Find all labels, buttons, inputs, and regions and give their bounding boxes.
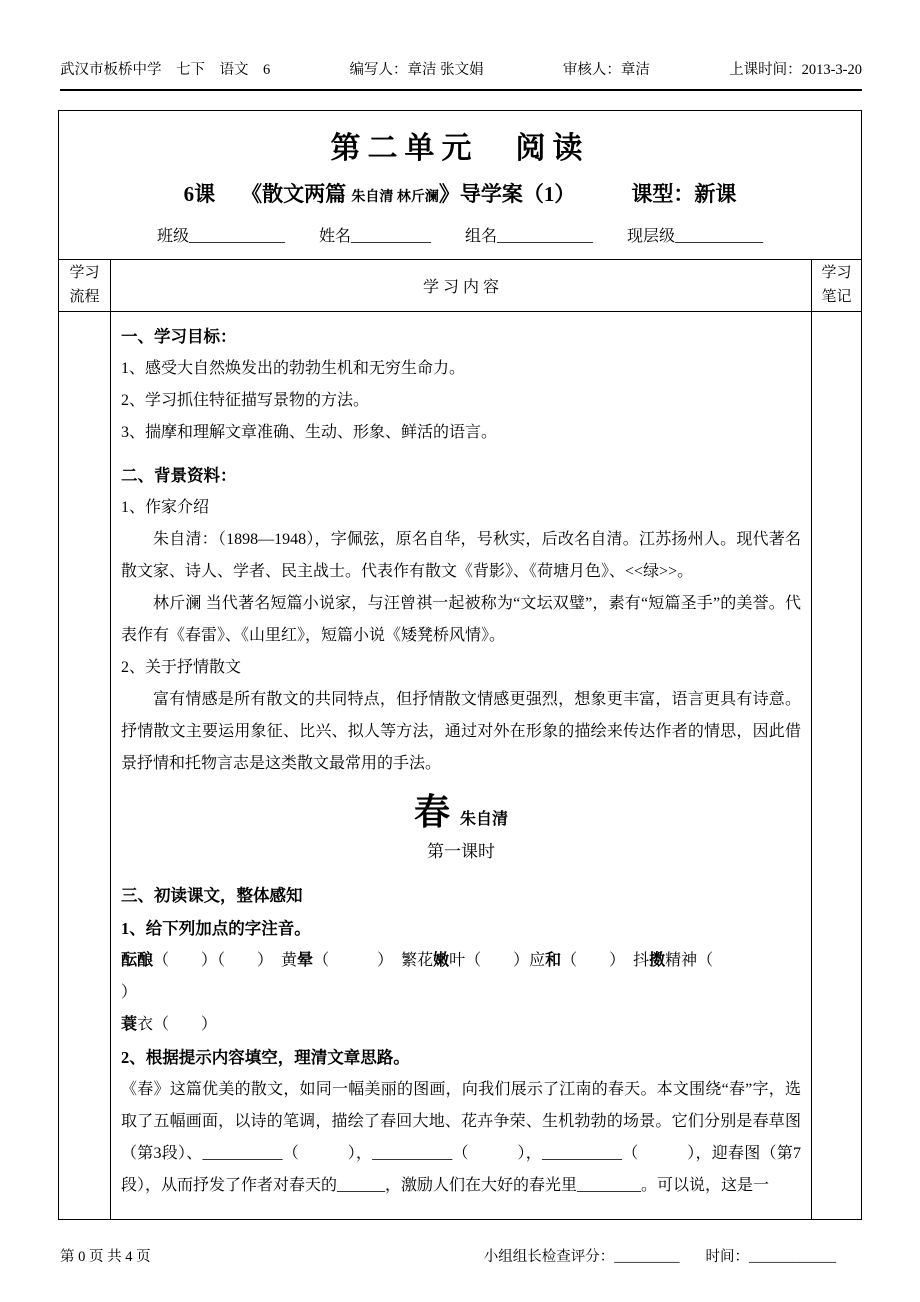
unit-title: 第二单元 阅读 <box>330 132 590 165</box>
phonetic-text: （ ） <box>313 952 402 969</box>
phonetic-exercise-line <box>121 945 801 1009</box>
notes-header-line1: 学习 <box>821 265 852 282</box>
name-field: 姓名__________ <box>318 228 431 245</box>
poem-title: 春 <box>413 792 450 832</box>
poem-author: 朱自清 <box>460 811 509 828</box>
learning-content-cell <box>111 311 811 1219</box>
notes-column-header <box>811 259 861 311</box>
phonetic-text: （ ）（ ） <box>153 952 282 969</box>
lesson-title-open: 《散文两篇 <box>241 182 347 206</box>
section2-heading: 二、背景资料： <box>121 466 237 485</box>
page-number: 第 0 页 共 4 页 <box>60 1249 151 1265</box>
lyric-prose-subheading: 2、关于抒情散文 <box>121 659 242 676</box>
class-field: 班级____________ <box>156 228 285 245</box>
student-info-line <box>59 223 861 246</box>
dotted-char: 擞 <box>649 952 666 969</box>
question2-heading: 2、根据提示内容填空，理清文章思路。 <box>121 1048 410 1067</box>
lesson-title-close: 》导学案（1） <box>438 182 576 206</box>
phonetic-text: ） <box>121 984 138 1001</box>
header-class-time: 上课时间：2013-3-20 <box>729 62 862 78</box>
phonetic-text: 黄 <box>281 952 298 969</box>
phonetic-text: 叶（ ）应 <box>449 952 546 969</box>
notes-cell <box>811 311 861 1219</box>
group-field: 组名____________ <box>465 228 594 245</box>
question1-heading: 1、给下列加点的字注音。 <box>121 919 311 938</box>
lyric-prose-paragraph: 富有情感是所有散文的共同特点，但抒情散文情感更强烈，想象更丰富，语言更具有诗意。抒情散文主要运用象征、比兴、拟人等方法，通过对外在形象的描绘来传达作者的情思，因此借景抒情和托物言志是这类散文最常用的手法。 <box>121 691 801 772</box>
content-grid <box>59 259 861 1219</box>
section3-heading: 三、初读课文，整体感知 <box>121 886 303 905</box>
phonetic-text: 精神（ <box>665 952 714 969</box>
objective-3: 3、揣摩和理解文章准确、生动、形象、鲜活的语言。 <box>121 424 498 441</box>
fill-in-paragraph: 《春》这篇优美的散文，如同一幅美丽的图画，向我们展示了江南的春天。本文围绕“春”字，选取了五幅画面，以诗的笔调，描绘了春回大地、花卉争荣、生机勃勃的场景。它们分别是春草图（第3段）、__________（ ），__________（ ），__________（ ），迎春图（第7段），从而抒发了作者对春天的______，激励人们在大好的春光里________。可以说，这是一 <box>121 1081 801 1194</box>
phonetic-text: 衣（ ） <box>137 1016 218 1033</box>
phonetic-exercise-line2 <box>121 1009 801 1041</box>
title-block <box>59 111 861 259</box>
author-intro-subheading: 1、作家介绍 <box>121 499 210 516</box>
course-type: 课型：新课 <box>631 182 737 206</box>
flow-cell <box>59 311 111 1219</box>
phonetic-text: （ ） 抖 <box>561 952 650 969</box>
header-writer: 编写人：章洁 张文娟 <box>349 62 484 78</box>
dotted-char: 酝酿 <box>121 952 154 969</box>
content-column-header <box>111 259 811 311</box>
page-header <box>60 58 862 91</box>
objective-2: 2、学习抓住特征描写景物的方法。 <box>121 392 370 409</box>
footer-right-group <box>484 1245 862 1266</box>
header-reviewer: 审核人：章洁 <box>562 62 650 78</box>
dotted-char: 蓑 <box>121 1016 138 1033</box>
group-check-score: 小组组长检查评分：_________ <box>483 1249 680 1265</box>
lesson-authors: 朱自清 林斤澜 <box>351 190 439 205</box>
flow-column-header <box>59 259 111 311</box>
lesson-title-line <box>59 178 861 208</box>
poem-title-block <box>121 790 801 835</box>
flow-header-line1: 学习 <box>69 265 100 282</box>
header-school-info: 武汉市板桥中学 七下 语文 6 <box>60 62 271 78</box>
level-field: 现层级___________ <box>627 228 764 245</box>
content-header-label: 学 习 内 容 <box>422 279 499 296</box>
lesson-number: 6课 <box>183 182 216 206</box>
dotted-char: 嫩 <box>433 952 450 969</box>
lin-jinlan-bio: 林斤澜 当代著名短篇小说家，与汪曾祺一起被称为“文坛双璧”，素有“短篇圣手”的美誉。代表作有《春雷》、《山里红》，短篇小说《矮凳桥风情》。 <box>121 595 801 644</box>
notes-header-line2: 笔记 <box>821 288 852 305</box>
dotted-char: 晕 <box>297 952 314 969</box>
phonetic-text: 繁花 <box>401 952 434 969</box>
zhu-ziqing-bio: 朱自清：（1898—1948），字佩弦，原名自华，号秋实，后改名自清。江苏扬州人。现代著名散文家、诗人、学者、民主战士。代表作有散文《背影》、《荷塘月色》、<<绿>>。 <box>121 531 801 580</box>
footer-time: 时间：____________ <box>705 1249 836 1265</box>
dotted-char: 和 <box>545 952 562 969</box>
worksheet-table <box>58 110 862 1220</box>
section1-heading: 一、学习目标： <box>121 327 237 346</box>
flow-header-line2: 流程 <box>69 288 100 305</box>
objective-1: 1、感受大自然焕发出的勃勃生机和无穷生命力。 <box>121 360 466 377</box>
session-title: 第一课时 <box>427 842 495 861</box>
page-footer <box>60 1245 862 1266</box>
